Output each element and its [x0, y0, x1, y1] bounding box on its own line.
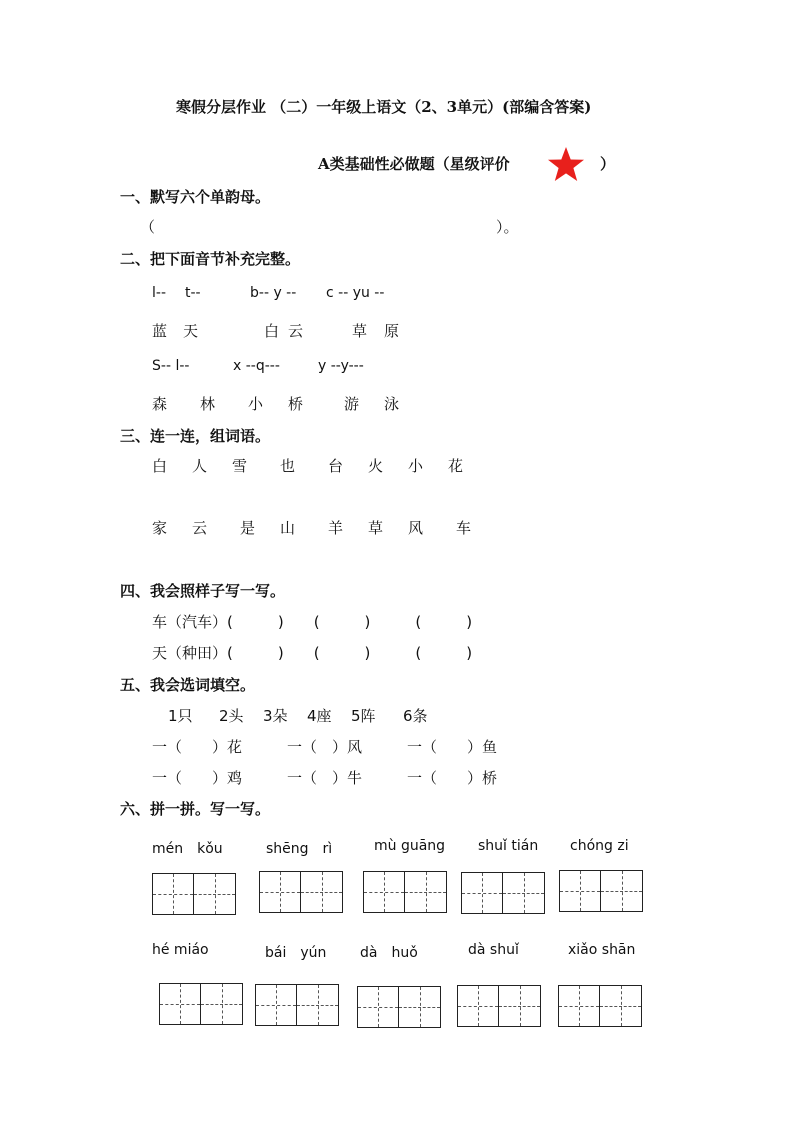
hanzi[interactable]: 人 — [192, 457, 208, 475]
writing-grid[interactable] — [152, 873, 236, 915]
hanzi: 桥 — [288, 395, 304, 413]
pinyin-label: bái yún — [265, 945, 327, 961]
hanzi[interactable]: 是 — [240, 519, 256, 537]
option: 2头 — [219, 707, 244, 725]
hanzi[interactable]: 家 — [152, 519, 168, 537]
writing-grid[interactable] — [259, 871, 343, 913]
writing-grid[interactable] — [357, 986, 441, 1028]
hanzi[interactable]: 花 — [448, 457, 464, 475]
hanzi: 泳 — [384, 395, 400, 413]
hanzi[interactable]: 羊 — [328, 519, 344, 537]
subtitle-close: ） — [600, 155, 616, 173]
option: 3朵 — [263, 707, 288, 725]
hanzi[interactable]: 雪 — [232, 457, 248, 475]
option: 6条 — [403, 707, 428, 725]
writing-grid[interactable] — [461, 872, 545, 914]
section6-heading: 六、拼一拼。写一写。 — [120, 800, 271, 818]
writing-grid[interactable] — [559, 870, 643, 912]
section1-close-paren: ）。 — [496, 218, 519, 236]
writing-grid[interactable] — [457, 985, 541, 1027]
hanzi: 天 — [183, 322, 199, 340]
hanzi[interactable]: 山 — [280, 519, 296, 537]
option: 5阵 — [351, 707, 376, 725]
hanzi: 蓝 — [152, 322, 168, 340]
hanzi[interactable]: 车 — [456, 519, 472, 537]
section5-line2: 一（ ）鸡 一（ ）牛 一（ ）桥 — [152, 769, 498, 787]
section4-line1: 车（汽车）( ) ( ) ( ) — [152, 613, 473, 631]
hanzi: 云 — [288, 322, 304, 340]
subtitle — [318, 153, 510, 174]
writing-grid[interactable] — [255, 984, 339, 1026]
section5-heading: 五、我会选词填空。 — [120, 676, 256, 694]
hanzi: 原 — [384, 322, 400, 340]
hanzi: 白 — [264, 322, 280, 340]
syllable: c -- yu -- — [326, 285, 385, 301]
hanzi[interactable]: 火 — [368, 457, 384, 475]
pinyin-label: shuǐ tián — [478, 838, 539, 854]
writing-grid[interactable] — [363, 871, 447, 913]
writing-grid[interactable] — [159, 983, 243, 1025]
pinyin-label: hé miáo — [152, 942, 209, 958]
hanzi[interactable]: 云 — [192, 519, 208, 537]
syllable: t-- — [185, 285, 201, 301]
pinyin-label: dà shuǐ — [468, 942, 519, 958]
star-icon — [546, 146, 586, 182]
option: 1只 — [168, 707, 193, 725]
hanzi: 小 — [248, 395, 264, 413]
hanzi[interactable]: 台 — [328, 457, 344, 475]
hanzi[interactable]: 风 — [408, 519, 424, 537]
pinyin-label: chóng zi — [570, 838, 629, 854]
hanzi[interactable]: 草 — [368, 519, 384, 537]
section3-heading: 三、连一连，组词语。 — [120, 427, 271, 445]
syllable: S-- l-- — [152, 358, 190, 374]
syllable: l-- — [152, 285, 166, 301]
pinyin-label: mù guāng — [374, 838, 446, 854]
subtitle-text: A类基础性必做题（星级评价 — [318, 155, 510, 173]
hanzi: 草 — [352, 322, 368, 340]
pinyin-label: dà huǒ — [360, 945, 418, 961]
pinyin-label: mén kǒu — [152, 841, 223, 857]
hanzi[interactable]: 也 — [280, 457, 296, 475]
option: 4座 — [307, 707, 332, 725]
section2-heading: 二、把下面音节补充完整。 — [120, 250, 301, 268]
page-title: 寒假分层作业 （二）一年级上语文（2、3单元）(部编含答案) — [176, 98, 592, 116]
hanzi: 林 — [200, 395, 216, 413]
hanzi: 游 — [344, 395, 360, 413]
section1-heading: 一、默写六个单韵母。 — [120, 188, 271, 206]
pinyin-label: xiǎo shān — [568, 942, 636, 958]
syllable: x --q--- — [233, 358, 280, 374]
section1-open-paren: （ — [140, 218, 156, 236]
section4-heading: 四、我会照样子写一写。 — [120, 582, 286, 600]
writing-grid[interactable] — [558, 985, 642, 1027]
hanzi[interactable]: 小 — [408, 457, 424, 475]
hanzi[interactable]: 白 — [152, 457, 168, 475]
syllable: y --y--- — [318, 358, 364, 374]
section5-line1: 一（ ）花 一（ ）风 一（ ）鱼 — [152, 738, 498, 756]
syllable: b-- y -- — [250, 285, 297, 301]
hanzi: 森 — [152, 395, 168, 413]
pinyin-label: shēng rì — [266, 841, 333, 857]
section4-line2: 天（种田）( ) ( ) ( ) — [152, 644, 473, 662]
